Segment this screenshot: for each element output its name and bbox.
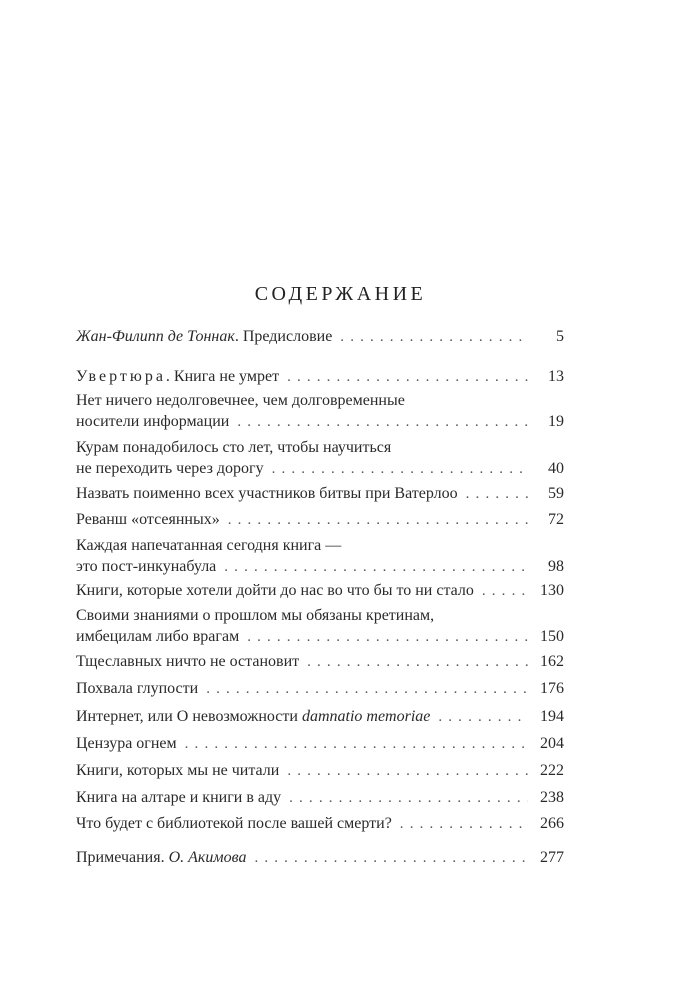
toc-entry-overture[interactable]	[76, 366, 564, 388]
toc-entry-title: Назвать поименно всех участников битвы при Ватерлоо	[76, 485, 458, 502]
dot-leader	[340, 327, 528, 348]
dot-leader	[466, 484, 528, 505]
toc-page-number: 204	[540, 735, 564, 752]
toc-entry-line1: Нет ничего недолговечнее, чем долговременные	[76, 392, 405, 409]
dot-leader	[438, 707, 528, 728]
dot-leader	[206, 679, 528, 700]
toc-entry-title: не переходить через дорогу	[76, 460, 264, 477]
toc-page-number: 194	[540, 708, 564, 725]
toc-page-number: 266	[540, 815, 564, 832]
toc-page-number: 222	[540, 762, 564, 779]
dot-leader	[287, 367, 528, 388]
dot-leader	[247, 627, 528, 648]
toc-entry[interactable]	[76, 535, 564, 578]
toc-entry-title: Реванш «отсеянных»	[76, 511, 220, 528]
toc-page-number: 19	[548, 413, 564, 430]
toc-entry-line1: Каждая напечатанная сегодня книга —	[76, 537, 342, 554]
toc-entry-italic: damnatio memoriae	[301, 708, 431, 725]
dot-leader	[185, 734, 528, 755]
toc-entry-title: это пост-инкунабула	[76, 558, 217, 575]
toc-entry-title: носители информации	[76, 413, 230, 430]
toc-author: Жан-Филипп де Тоннак	[76, 328, 235, 345]
toc-entry[interactable]	[76, 678, 564, 700]
toc-page-number: 130	[540, 582, 564, 599]
toc-page-number: 238	[540, 789, 564, 806]
dot-leader	[228, 510, 528, 531]
dot-leader	[482, 581, 528, 602]
toc-entry[interactable]	[76, 605, 564, 648]
toc-entry-notes[interactable]	[76, 847, 564, 869]
dot-leader	[289, 788, 528, 809]
toc-entry[interactable]	[76, 651, 564, 673]
toc-page-number: 176	[540, 680, 564, 697]
toc-page-number: 162	[540, 653, 564, 670]
dot-leader	[224, 557, 528, 578]
toc-entry-preface[interactable]	[76, 326, 564, 348]
toc-page-number: 277	[540, 849, 564, 866]
toc-entry-title: Книги, которые хотели дойти до нас во что бы то ни стало	[76, 582, 474, 599]
toc-entry-title: Что будет с библиотекой после вашей смерти?	[76, 815, 392, 832]
dot-leader	[307, 652, 528, 673]
toc-page-number: 13	[548, 368, 564, 385]
dot-leader	[254, 848, 528, 869]
toc-entry-italic: О. Акимова	[168, 849, 247, 866]
toc-page-number: 150	[540, 628, 564, 645]
toc-page-number: 5	[556, 328, 564, 345]
dot-leader	[400, 814, 528, 835]
toc-entry-title: Тщеславных ничто не остановит	[76, 653, 300, 670]
toc-entry[interactable]	[76, 760, 564, 782]
toc-entry[interactable]	[76, 813, 564, 835]
toc-entry-title: Интернет, или О невозможности	[76, 708, 302, 725]
toc-entry[interactable]	[76, 580, 564, 602]
toc-page-number: 72	[548, 511, 564, 528]
toc-entry[interactable]	[76, 483, 564, 505]
dot-leader	[272, 459, 528, 480]
toc-entry-title: Книга на алтаре и книги в аду	[76, 789, 282, 806]
toc-page-number: 40	[548, 460, 564, 477]
toc-entry-title: имбецилам либо врагам	[76, 628, 240, 645]
toc-entry-title: . Книга не умрет	[165, 368, 280, 385]
toc-entry[interactable]	[76, 509, 564, 531]
page-title: СОДЕРЖАНИЕ	[254, 283, 427, 305]
toc-entry[interactable]	[76, 390, 564, 433]
toc-entry-title: Примечания.	[76, 849, 169, 866]
toc-entry[interactable]	[76, 437, 564, 480]
toc-entry-title: . Предисловие	[234, 328, 333, 345]
toc-entry-spaced: Увертюра	[76, 368, 166, 385]
toc-page-number: 59	[548, 485, 564, 502]
toc-entry-title: Похвала глупости	[76, 680, 199, 697]
toc-entry[interactable]	[76, 706, 564, 728]
toc-page-number: 98	[548, 558, 564, 575]
toc-entry[interactable]	[76, 787, 564, 809]
dot-leader	[237, 412, 528, 433]
toc-entry-line1: Курам понадобилось сто лет, чтобы научиться	[76, 439, 392, 456]
toc-entry-line1: Своими знаниями о прошлом мы обязаны кретинам,	[76, 607, 435, 624]
toc-entry-title: Цензура огнем	[76, 735, 177, 752]
toc-entry-title: Книги, которых мы не читали	[76, 762, 280, 779]
dot-leader	[287, 761, 528, 782]
toc-entry[interactable]	[76, 733, 564, 755]
